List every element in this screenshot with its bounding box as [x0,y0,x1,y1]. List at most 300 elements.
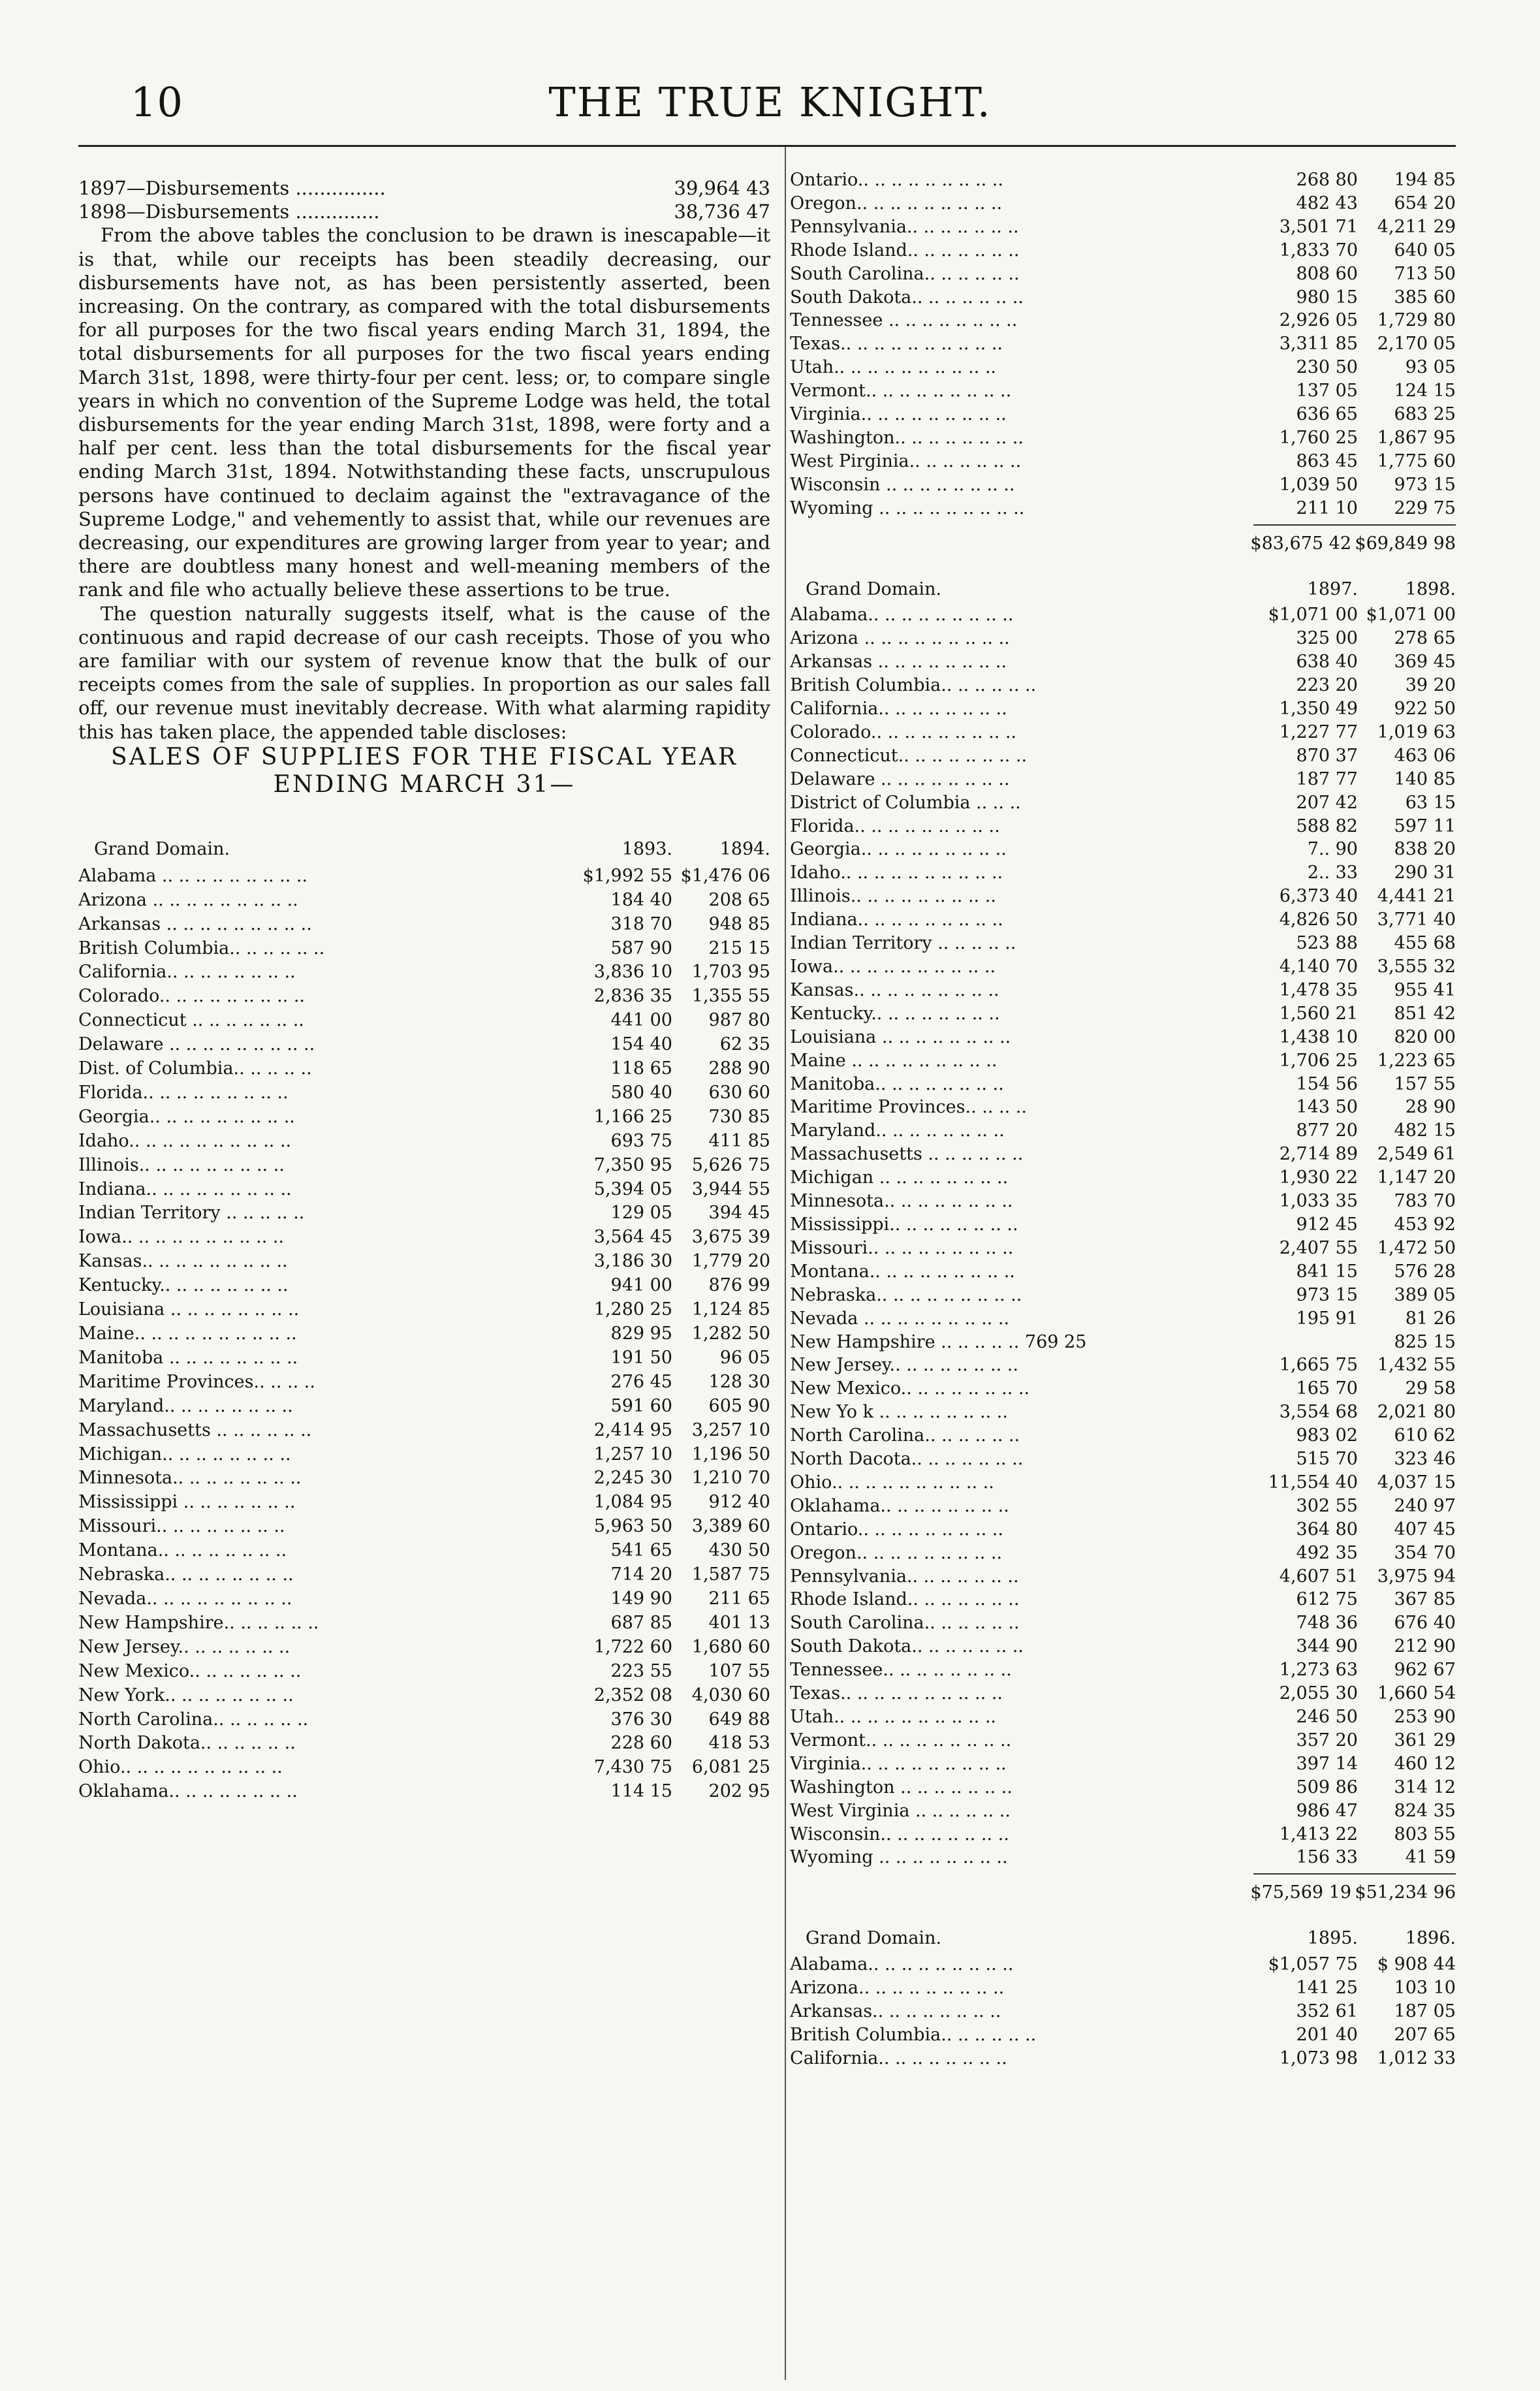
domain-name: Nebraska.. .. .. .. .. .. .. .. .. [790,1284,1022,1305]
article-paragraph: From the above tables the conclusion to be drawn is inescapable—it is that, while our receipts has been steadily decreasing, our disbursements have not, as has been persistently asserted, been increasing. On the contrary, as compared with the total disbursements for all purposes for the two fiscal years ending March 31, 1894, the total disbursements for all purposes for the two fiscal years ending March 31st, 1898, were thirty-four per cent. less; or, to compare single years in which no convention of the Supreme Lodge was held, the total disbursements for the year ending March 31st, 1898, were forty and a half per cent. less than the total disbursements for the fiscal year ending March 31st, 1894. Notwithstanding these facts, unscrupulous persons have continued to declaim against the "extravagance of the Supreme Lodge," and vehemently to assist that, while our revenues are decreasing, our expenditures are growing larger from year to year; and there are doubtless many honest and well-meaning members of the rank and file who actually believe these assertions to be true. [78,224,770,601]
table-header [790,1927,1456,1950]
domain-name: Arizona.. .. .. .. .. .. .. .. .. [790,1978,1005,1999]
amount-second-year: $1,071 00 [1366,605,1456,625]
table-row [790,674,1456,697]
amount-first-year: 2,836 35 [593,986,672,1007]
domain-name: Minnesota.. .. .. .. .. .. .. .. [78,1468,302,1489]
amount-first-year: 877 20 [1296,1120,1358,1141]
amount-second-year: 820 00 [1394,1026,1456,1047]
domain-name: Missouri.. .. .. .. .. .. .. .. [78,1516,285,1537]
table-row [78,1466,770,1491]
amount-second-year: 96 05 [719,1347,770,1368]
amount-second-year: 62 35 [719,1034,770,1055]
table-row [78,960,770,985]
table-row [78,1539,770,1563]
domain-name: New Mexico.. .. .. .. .. .. .. [78,1660,302,1681]
amount-first-year: $1,992 55 [582,865,672,886]
table-row [790,603,1456,627]
table-row [78,1563,770,1587]
amount-first-year: 1,033 35 [1279,1191,1358,1212]
disbursement-line [78,200,770,223]
column-header: 1893. [621,838,672,859]
amount-second-year: 288 90 [708,1058,770,1079]
domain-name: Arizona .. .. .. .. .. .. .. .. .. [78,889,298,910]
amount-second-year: 2,549 61 [1377,1144,1456,1165]
table-row [790,2023,1456,2047]
amount-first-year: 5,963 50 [593,1516,672,1537]
amount-second-year: 202 95 [708,1781,770,1802]
amount-first-year: 137 05 [1296,381,1358,402]
amount-second-year: 3,771 40 [1377,910,1456,930]
amount-second-year: 81 26 [1405,1308,1456,1329]
amount-first-year: 195 91 [1296,1308,1358,1329]
table-row [78,1684,770,1708]
amount-first-year: 636 65 [1296,404,1358,425]
amount-first-year: 2,055 30 [1279,1683,1358,1704]
amount-first-year: 612 75 [1296,1589,1358,1610]
amount-first-year: 3,564 45 [593,1227,672,1248]
domain-name: Tennessee.. .. .. .. .. .. .. .. [790,1660,1012,1681]
amount-second-year: 389 05 [1394,1284,1456,1305]
domain-name: Kansas.. .. .. .. .. .. .. .. .. [790,979,999,1000]
table-row [790,1354,1456,1377]
table-row [790,744,1456,768]
table-row [78,1370,770,1395]
domain-name: Nebraska.. .. .. .. .. .. .. .. [78,1564,294,1585]
amount-first-year: 3,186 30 [593,1251,672,1272]
domain-name: Vermont.. .. .. .. .. .. .. .. .. [790,381,1012,402]
domain-name: Delaware .. .. .. .. .. .. .. .. .. [78,1034,315,1055]
table-row [78,1395,770,1419]
amount-first-year: 5,394 05 [593,1179,672,1199]
sales-table-1897-1898 [790,578,1456,1870]
amount-first-year: 1,227 77 [1279,721,1358,742]
table-row [78,1081,770,1105]
table-row [790,1953,1456,1976]
domain-name: New Jersey.. .. .. .. .. .. .. .. [790,1355,1018,1376]
amount-first-year: 808 60 [1296,263,1358,284]
table-row [78,1780,770,1804]
amount-first-year: 1,257 10 [593,1444,672,1465]
amount-second-year: 649 88 [708,1709,770,1730]
amount-first-year: 1,350 49 [1279,699,1358,720]
amount-first-year: 154 56 [1296,1073,1358,1094]
domain-name: Oregon.. .. .. .. .. .. .. .. .. [790,1542,1003,1563]
domain-name: New Hampshire .. .. .. .. .. 769 25 [790,1331,1087,1352]
amount-first-year: 156 33 [1296,1847,1358,1868]
table-row [790,1096,1456,1119]
amount-second-year: 194 85 [1394,170,1456,190]
domain-name: Montana.. .. .. .. .. .. .. .. .. [790,1261,1015,1282]
amount-first-year: 344 90 [1296,1636,1358,1657]
domain-name: Florida.. .. .. .. .. .. .. .. .. [78,1082,289,1103]
amount-first-year: 1,438 10 [1279,1026,1358,1047]
amount-second-year: 5,626 75 [691,1154,770,1175]
domain-name: Rhode Island.. .. .. .. .. .. .. [790,240,1020,261]
table-row [790,215,1456,239]
domain-name: New Yo k .. .. .. .. .. .. .. .. [790,1402,1008,1423]
table-row [790,1471,1456,1495]
amount-first-year: 591 60 [610,1395,672,1416]
amount-second-year: 28 90 [1405,1097,1456,1118]
amount-first-year: 7,350 95 [593,1154,672,1175]
table-row [790,473,1456,497]
domain-name: Alabama.. .. .. .. .. .. .. .. .. [790,605,1014,625]
table-row [790,1002,1456,1026]
amount-second-year: 385 60 [1394,287,1456,308]
table-row [790,403,1456,426]
table-row [790,1846,1456,1869]
amount-second-year: 730 85 [708,1106,770,1127]
amount-second-year: 3,555 32 [1377,957,1456,977]
domain-name: Indian Territory .. .. .. .. .. [790,933,1016,954]
amount-second-year: 418 53 [708,1733,770,1754]
table-row [790,309,1456,332]
domain-name: Montana.. .. .. .. .. .. .. .. [78,1540,287,1561]
totals-rule [1253,524,1456,526]
amount-second-year: 1,147 20 [1377,1167,1456,1188]
table-row [78,1660,770,1684]
domain-name: British Columbia.. .. .. .. .. .. [790,2024,1037,2045]
domain-name: Manitoba.. .. .. .. .. .. .. .. [790,1073,1004,1094]
amount-second-year: 93 05 [1405,357,1456,378]
table-row [78,937,770,961]
domain-name: Ontario.. .. .. .. .. .. .. .. .. [790,170,1003,190]
domain-name: Indiana.. .. .. .. .. .. .. .. .. [790,910,1003,930]
amount-first-year: 201 40 [1296,2024,1358,2045]
table-row [790,1073,1456,1096]
amount-second-year: 1,432 55 [1377,1355,1456,1376]
table-row [790,1213,1456,1237]
amount-first-year: 748 36 [1296,1613,1358,1634]
page-header [0,0,1540,150]
amount-second-year: 140 85 [1394,768,1456,789]
domain-name: North Carolina.. .. .. .. .. .. [790,1425,1020,1446]
amount-first-year: 352 61 [1296,2001,1358,2021]
amount-second-year: 323 46 [1394,1449,1456,1470]
amount-first-year: 2.. 33 [1307,863,1358,883]
amount-second-year: 3,944 55 [691,1179,770,1199]
domain-name: Washington .. .. .. .. .. .. .. [790,1777,1013,1797]
domain-name: New York.. .. .. .. .. .. .. .. [78,1685,294,1705]
domain-name: Iowa.. .. .. .. .. .. .. .. .. .. [790,957,996,977]
sales-table-1893-1894-continued [790,168,1456,520]
domain-name: Missouri.. .. .. .. .. .. .. .. .. [790,1237,1014,1258]
amount-first-year: 2,926 05 [1279,310,1358,331]
amount-first-year: 211 10 [1296,498,1358,518]
amount-second-year: 460 12 [1394,1753,1456,1774]
domain-name: Maryland.. .. .. .. .. .. .. .. [78,1395,293,1416]
amount-second-year: 3,257 10 [691,1419,770,1440]
domain-name: Texas.. .. .. .. .. .. .. .. .. .. [790,1683,1003,1704]
sales-table-1893-1894 [78,838,770,1804]
page-number: 10 [131,78,183,126]
table-row [78,913,770,937]
domain-name: Oklahama.. .. .. .. .. .. .. .. [78,1781,298,1802]
disbursement-label: 1898—Disbursements .............. [78,200,380,223]
amount-second-year: 876 99 [708,1275,770,1296]
amount-first-year: 223 55 [610,1660,672,1681]
amount-second-year: 630 60 [708,1082,770,1103]
domain-name: Maine .. .. .. .. .. .. .. .. .. [790,1050,998,1071]
column-header: 1895. [1307,1928,1358,1949]
table-row [790,697,1456,721]
amount-second-year: 453 92 [1394,1214,1456,1235]
table-row [790,1424,1456,1448]
amount-first-year: 1,665 75 [1279,1355,1358,1376]
table-row [790,1237,1456,1260]
domain-name: Georgia.. .. .. .. .. .. .. .. .. [790,839,1007,860]
table-row [790,239,1456,262]
amount-first-year: 1,760 25 [1279,427,1358,448]
amount-first-year: 6,373 40 [1279,886,1358,907]
amount-first-year: 1,280 25 [593,1299,672,1320]
table-row [790,1260,1456,1284]
disbursement-label: 1897—Disbursements ............... [78,177,386,199]
amount-second-year: 973 15 [1394,474,1456,495]
table-row [78,1419,770,1443]
domain-name: Michigan.. .. .. .. .. .. .. .. [78,1444,291,1465]
amount-second-year: 4,037 15 [1377,1472,1456,1493]
domain-name: Oklahama.. .. .. .. .. .. .. .. [790,1495,1009,1516]
disbursement-value: 39,964 43 [674,177,770,199]
amount-first-year: 973 15 [1296,1284,1358,1305]
amount-second-year: 1,867 95 [1377,427,1456,448]
table-row [790,979,1456,1002]
table-row [790,192,1456,215]
domain-name: Vermont.. .. .. .. .. .. .. .. .. [790,1730,1012,1750]
amount-first-year: 1,166 25 [593,1106,672,1127]
table-row [78,1322,770,1346]
amount-first-year: 863 45 [1296,451,1358,471]
amount-first-year: 318 70 [610,913,672,934]
column-header: 1898. [1405,578,1456,599]
amount-first-year: 7,430 75 [593,1757,672,1778]
table-row [790,1377,1456,1401]
table-row [78,1491,770,1515]
amount-second-year: 39 20 [1405,675,1456,696]
table-row [790,450,1456,473]
amount-second-year: 3,975 94 [1377,1566,1456,1587]
table-row [790,262,1456,286]
domain-name: Kentucky.. .. .. .. .. .. .. .. [790,1003,1000,1024]
table-row [78,1105,770,1130]
amount-first-year: 2,245 30 [593,1468,672,1489]
amount-first-year: 509 86 [1296,1777,1358,1797]
amount-first-year: 983 02 [1296,1425,1358,1446]
domain-name: Nevada.. .. .. .. .. .. .. .. .. [78,1588,292,1609]
amount-second-year: 676 40 [1394,1613,1456,1634]
amount-first-year: 1,039 50 [1279,474,1358,495]
amount-second-year: 803 55 [1394,1824,1456,1845]
table-row [790,356,1456,379]
table-row [790,379,1456,403]
table-row [790,650,1456,674]
table-row [790,1448,1456,1471]
table-row [790,332,1456,356]
table-row [790,1331,1456,1354]
amount-second-year: 2,021 80 [1377,1402,1456,1423]
amount-second-year: 1,779 20 [691,1251,770,1272]
table-row [78,1154,770,1178]
amount-first-year: 829 95 [610,1323,672,1344]
amount-first-year: 638 40 [1296,652,1358,673]
table-row [790,1049,1456,1073]
amount-second-year: 367 85 [1394,1589,1456,1610]
table-row [790,1143,1456,1166]
amount-second-year: 1,775 60 [1377,451,1456,471]
amount-second-year: 463 06 [1394,745,1456,766]
table-row [78,864,770,889]
amount-second-year: 278 65 [1394,628,1456,649]
amount-first-year: 141 25 [1296,1978,1358,1999]
domain-name: District of Columbia .. .. .. [790,792,1021,813]
amount-second-year: 411 85 [708,1130,770,1151]
amount-second-year: 640 05 [1394,240,1456,261]
table-row [790,1976,1456,2000]
table-row [790,1729,1456,1752]
table-row [790,1705,1456,1729]
table-row [790,768,1456,791]
amount-first-year: 693 75 [610,1130,672,1151]
amount-second-year: 208 65 [708,889,770,910]
amount-second-year: 1,680 60 [691,1636,770,1657]
table-row [790,1588,1456,1611]
domain-name: South Dakota.. .. .. .. .. .. .. [790,287,1024,308]
amount-second-year: 4,030 60 [691,1685,770,1705]
amount-second-year: 253 90 [1394,1707,1456,1727]
table-row [790,1752,1456,1776]
amount-first-year: 246 50 [1296,1707,1358,1727]
domain-name: South Carolina.. .. .. .. .. .. [790,263,1020,284]
table-row [790,1682,1456,1705]
amount-first-year: 4,607 51 [1279,1566,1358,1587]
domain-name: Connecticut .. .. .. .. .. .. .. [78,1010,304,1031]
table-row [790,1635,1456,1658]
amount-first-year: $1,071 00 [1268,605,1358,625]
table-row [78,1201,770,1226]
table-row [78,1443,770,1467]
domain-name: Louisiana .. .. .. .. .. .. .. .. [78,1299,300,1320]
amount-second-year: 1,282 50 [691,1323,770,1344]
amount-first-year: 149 90 [610,1588,672,1609]
amount-first-year: 1,722 60 [593,1636,672,1657]
amount-second-year: 211 65 [708,1588,770,1609]
table-row [790,1119,1456,1143]
header-rule [78,145,1456,147]
amount-second-year: 290 31 [1394,863,1456,883]
domain-name: Louisiana .. .. .. .. .. .. .. .. [790,1026,1011,1047]
domain-name: Wyoming .. .. .. .. .. .. .. .. .. [790,498,1025,518]
domain-name: North Carolina.. .. .. .. .. .. [78,1709,309,1730]
domain-name: British Columbia.. .. .. .. .. .. [790,675,1037,696]
amount-second-year: 103 10 [1394,1978,1456,1999]
amount-first-year: 223 20 [1296,675,1358,696]
amount-second-year: 128 30 [708,1371,770,1392]
domain-name: Indian Territory .. .. .. .. .. [78,1203,305,1224]
total-value: $83,675 42 [1250,533,1351,554]
domain-name: Washington.. .. .. .. .. .. .. .. [790,427,1024,448]
amount-first-year: 1,413 22 [1279,1824,1358,1845]
amount-first-year: 268 80 [1296,170,1358,190]
domain-name: California.. .. .. .. .. .. .. .. [790,699,1007,720]
amount-first-year: 1,073 98 [1279,2048,1358,2068]
table-row [790,1565,1456,1589]
domain-name: Utah.. .. .. .. .. .. .. .. .. .. [790,1707,996,1727]
domain-name: Utah.. .. .. .. .. .. .. .. .. .. [790,357,996,378]
column-header: 1897. [1307,578,1358,599]
domain-name: Minnesota.. .. .. .. .. .. .. .. [790,1191,1013,1212]
amount-second-year: 63 15 [1405,792,1456,813]
amount-second-year: 3,675 39 [691,1227,770,1248]
article-paragraph: The question naturally suggests itself, what is the cause of the continuous and rapid decrease of our cash receipts. Those of you who are familiar with our system of revenue know that the bulk of our receipts comes from the sale of supplies. In proportion as our sales fall off, our revenue must inevitably decrease. With what alarming rapidity this has taken place, the appended table discloses: [78,602,770,743]
amount-second-year: 713 50 [1394,263,1456,284]
sales-table-1895-1896 [790,1927,1456,2070]
amount-second-year: 482 15 [1394,1120,1456,1141]
table-row [78,1130,770,1154]
amount-second-year: 610 62 [1394,1425,1456,1446]
domain-name: Florida.. .. .. .. .. .. .. .. .. [790,815,1000,836]
amount-first-year: 541 65 [610,1540,672,1561]
amount-second-year: 654 20 [1394,193,1456,214]
amount-first-year: 2,352 08 [593,1685,672,1705]
domain-name: Mississippi.. .. .. .. .. .. .. .. [790,1214,1018,1235]
amount-second-year: 4,441 21 [1377,886,1456,907]
amount-second-year: 215 15 [708,938,770,958]
amount-second-year: $ 908 44 [1377,1954,1456,1975]
table-row [790,1190,1456,1213]
table-row [790,838,1456,861]
table-row [790,1611,1456,1635]
amount-first-year [1247,1331,1358,1354]
table-row [78,1226,770,1250]
amount-first-year: 687 85 [610,1612,672,1633]
totals-rule [1253,1873,1456,1875]
amount-second-year: 825 15 [1394,1331,1456,1352]
domain-name: New Jersey.. .. .. .. .. .. .. [78,1636,291,1657]
amount-second-year: 683 25 [1394,404,1456,425]
domain-name: Pennsylvania.. .. .. .. .. .. .. [790,1566,1019,1587]
amount-second-year: 2,170 05 [1377,334,1456,355]
amount-second-year: 207 65 [1394,2024,1456,2045]
amount-first-year: 165 70 [1296,1378,1358,1399]
domain-name: Arkansas .. .. .. .. .. .. .. .. [790,652,1007,673]
amount-first-year: 129 05 [610,1203,672,1224]
domain-name: Dist. of Columbia.. .. .. .. .. [78,1058,312,1079]
column-divider [785,147,786,2380]
table-row [790,1401,1456,1424]
domain-name: Maritime Provinces.. .. .. .. [78,1371,315,1392]
amount-second-year: 1,660 54 [1377,1683,1456,1704]
amount-first-year: 3,501 71 [1279,216,1358,237]
domain-name: Colorado.. .. .. .. .. .. .. .. .. [78,986,306,1007]
amount-first-year: 1,478 35 [1279,979,1358,1000]
table-row [78,1346,770,1370]
amount-first-year: 580 40 [610,1082,672,1103]
table-row [790,721,1456,744]
domain-name: British Columbia.. .. .. .. .. .. [78,938,325,958]
amount-first-year: 1,273 63 [1279,1660,1358,1681]
table-row [790,1776,1456,1799]
domain-name: Wisconsin.. .. .. .. .. .. .. .. [790,1824,1009,1845]
table-row [790,1823,1456,1846]
table-row [78,1708,770,1732]
domain-name: Mississippi .. .. .. .. .. .. .. [78,1492,296,1513]
amount-second-year: 922 50 [1394,699,1456,720]
table-row [790,1518,1456,1542]
table-row [790,426,1456,450]
amount-first-year: 3,836 10 [593,962,672,983]
